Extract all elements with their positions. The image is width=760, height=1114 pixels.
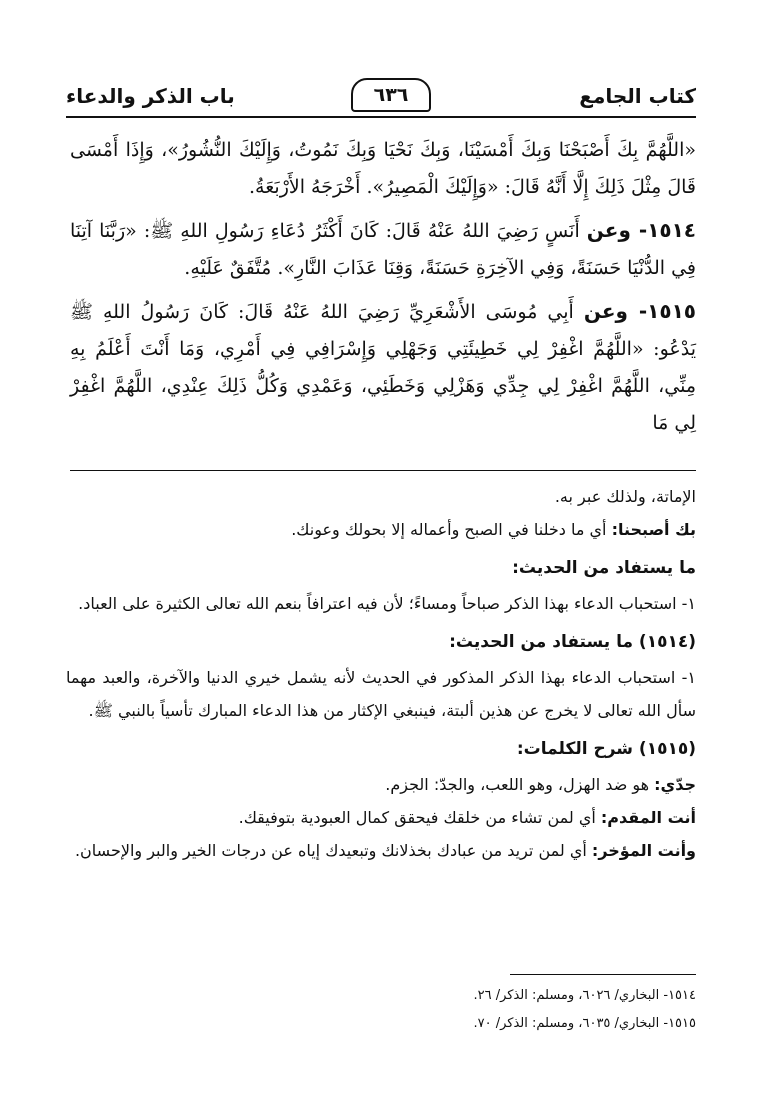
hadith-paragraph: «اللَّهُمَّ بِكَ أَصْبَحْنَا وَبِكَ أَمْسَيْنَا، وَبِكَ نَحْيَا وَبِكَ نَمُوتُ، وَإِلَيْكَ النُّشُورُ»، وَإِذَا أَمْسَى قَالَ مِثْلَ ذَلِكَ إِلَّا أَنَّهُ قَالَ: «وَإِلَيْكَ الْمَصِيرُ». أَخْرَجَهُ الأَرْبَعَةُ. — [70, 139, 696, 198]
footnote-rule — [510, 974, 696, 975]
note-text: أي لمن تشاء من خلقك فيحقق كمال العبودية بتوفيقك. — [238, 808, 601, 827]
note-term: وأنت المؤخر: — [591, 841, 696, 860]
note-text: هو ضد الهزل، وهو اللعب، والجدّ: الجزم. — [385, 775, 655, 794]
note-line: ١- استحباب الدعاء بهذا الذكر صباحاً ومساءً؛ لأن فيه اعترافاً بنعم الله تعالى الكثيرة على العباد. — [78, 594, 696, 613]
book-title: كتاب الجامع — [579, 84, 696, 108]
footnote: ١٥١٥- البخاري/ ٦٠٣٥، ومسلم: الذكر/ ٧٠. — [473, 1016, 696, 1031]
hadith-body: أَبِي مُوسَى الأَشْعَرِيِّ رَضِيَ اللهُ عَنْهُ قَالَ: كَانَ رَسُولُ اللهِ ﷺ يَدْعُو: «اللَّهُمَّ اغْفِرْ لِي خَطِيئَتِي وَجَهْلِي وَإِسْرَافِي فِي أَمْرِي، وَمَا أَنْتَ أَعْلَمُ بِهِ مِنِّي، اللَّهُمَّ اغْفِرْ لِي جِدِّي وَهَزْلِي وَخَطَئِي، وَعَمْدِي وَكُلُّ ذَلِكَ عِنْدِي، اللَّهُمَّ اغْفِرْ لِي مَا — [70, 301, 696, 434]
note-line: الإماتة، ولذلك عبر به. — [554, 487, 696, 506]
hadith-paragraph — [70, 212, 696, 287]
note-text: أي ما دخلنا في الصبح وأعماله إلا بحولك وعونك. — [291, 520, 612, 539]
section-heading: (١٥١٤) ما يستفاد من الحديث: — [449, 632, 696, 652]
hadith-paragraph — [70, 293, 696, 442]
hadith-text — [70, 132, 696, 448]
page-number: ٦٣٦ — [351, 78, 431, 112]
hadith-body: أَنَسٍ رَضِيَ اللهُ عَنْهُ قَالَ: كَانَ أَكْثَرُ دُعَاءِ رَسُولِ اللهِ ﷺ: «رَبَّنَا آتِنَا فِي الدُّنْيَا حَسَنَةً، وَفِي الآخِرَةِ حَسَنَةً، وَقِنَا عَذَابَ النَّارِ». مُتَّفَقٌ عَلَيْهِ. — [70, 220, 696, 279]
section-heading: ما يستفاد من الحديث: — [512, 558, 696, 578]
note-term: جدّي: — [654, 775, 696, 794]
chapter-title: باب الذكر والدعاء — [66, 84, 235, 108]
commentary — [66, 480, 696, 867]
note-line: ١- استحباب الدعاء بهذا الذكر المذكور في الحديث لأنه يشمل خيري الدنيا والآخرة، والعبد مهما سأل الله تعالى لا يخرج عن هذين ألبتة، فينبغي الإكثار من هذا الدعاء المبارك تأسياً بالنبي ﷺ. — [66, 668, 696, 720]
note-term: أنت المقدم: — [600, 808, 696, 827]
page-header — [66, 78, 696, 118]
footnote: ١٥١٤- البخاري/ ٦٠٢٦، ومسلم: الذكر/ ٢٦. — [473, 988, 696, 1003]
hadith-number: ١٥١٤- وعن — [586, 218, 697, 242]
note-line — [66, 801, 696, 834]
note-line — [66, 768, 696, 801]
note-term: بك أصبحنا: — [611, 520, 696, 539]
note-text: أي لمن تريد من عبادك بخذلانك وتبعيدك إياه عن درجات الخير والبر والإحسان. — [74, 841, 592, 860]
hadith-number: ١٥١٥- وعن — [583, 299, 696, 323]
section-divider — [70, 470, 696, 471]
section-heading: (١٥١٥) شرح الكلمات: — [516, 739, 696, 759]
note-line — [66, 834, 696, 867]
footnotes — [66, 982, 696, 1038]
header-rule — [66, 116, 696, 118]
note-line — [66, 513, 696, 546]
